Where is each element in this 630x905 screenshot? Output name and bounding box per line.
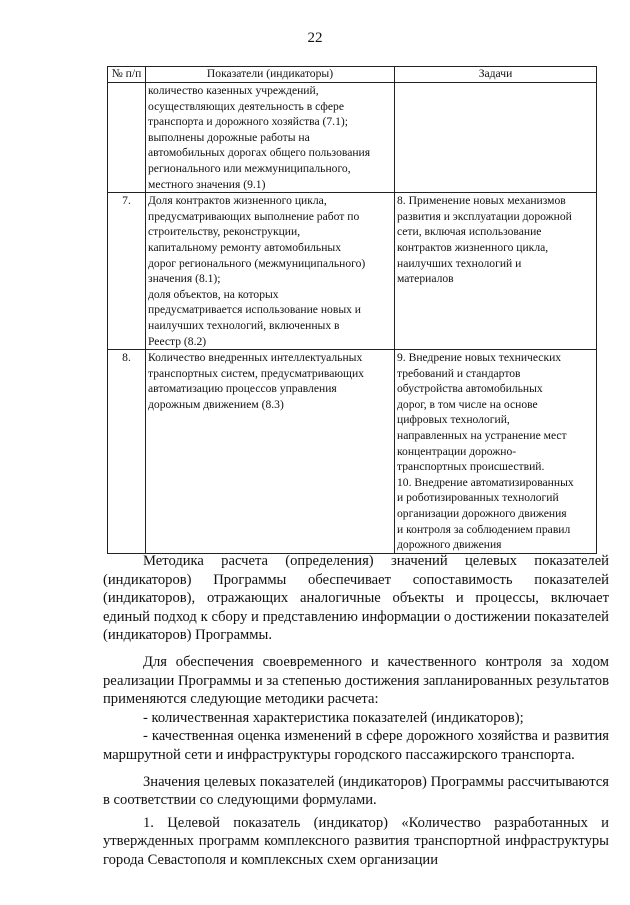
indicators-table xyxy=(107,66,597,554)
paragraph-control: Для обеспечения своевременного и качественного контроля за ходом реализации Программы и за степенью достижения запланированных результатов применяются следующие методики расчета: xyxy=(103,653,609,708)
indicators-text: Доля контрактов жизненного цикла, предусматривающих выполнение работ по строительству, реконструкции, капитальному ремонту автомобильных дорог регионального (межмуниципального) значения (8.1); доля объектов, на которых предусматривается использование новых и наилучших технологий, включенных в Реестр (8.2) xyxy=(148,194,366,348)
row-number xyxy=(108,83,146,193)
tasks-text: 9. Внедрение новых технических требований и стандартов обустройства автомобильных дорог, в том числе на основе цифровых технологий, направленных на устранение мест концентрации дорожно- транспортных происшествий. 10. Внедрение автоматизированных и роботизированных технологий организации дорожного движения и контроля за соблюдением правил дорожного движения xyxy=(397,351,574,552)
table-row xyxy=(108,83,597,193)
row-tasks xyxy=(395,83,597,193)
row-tasks xyxy=(395,350,597,554)
paragraph-methodology: Методика расчета (определения) значений целевых показателей (индикаторов) Программы обеспечивает сопоставимость показателей (индикаторов), отражающих аналогичные объекты и процессы, включает единый подход к сбору и представлению информации о достижении показателей (индикаторов) Программы. xyxy=(103,553,609,644)
row-indicators xyxy=(146,83,395,193)
indicators-text: количество казенных учреждений, осуществляющих деятельность в сфере транспорта и дорожного хозяйства (7.1); выполнены дорожные работы на автомобильных дорогах общего пользования регионального или межмуниципального, местного значения (9.1) xyxy=(148,84,371,191)
paragraph-formulas: Значения целевых показателей (индикаторов) Программы рассчитываются в соответствии со следующими формулами. xyxy=(103,773,609,809)
header-indicators: Показатели (индикаторы) xyxy=(146,67,395,83)
header-tasks: Задачи xyxy=(395,67,597,83)
table-row xyxy=(108,193,597,350)
paragraph-method-qualitative: - качественная оценка изменений в сфере дорожного хозяйства и развития маршрутной сети и инфраструктуры городского пассажирского транспорта. xyxy=(103,728,609,763)
paragraph-indicator-1: 1. Целевой показатель (индикатор) «Количество разработанных и утвержденных программ комплексного развития транспортной инфраструктуры города Севастополя и комплексных схем организации xyxy=(103,814,609,868)
row-indicators xyxy=(146,350,395,554)
table-row xyxy=(108,350,597,554)
indicators-text: Количество внедренных интеллектуальных транспортных систем, предусматривающих автоматизацию процессов управления дорожным движением (8.3) xyxy=(148,351,364,411)
table-header-row xyxy=(108,67,597,83)
row-tasks xyxy=(395,193,597,350)
row-number: 8. xyxy=(108,350,146,554)
tasks-text: 8. Применение новых механизмов развития и эксплуатации дорожной сети, включая использование контрактов жизненного цикла, наилучших технологий и материалов xyxy=(397,194,572,286)
header-number: № п/п xyxy=(108,67,146,83)
row-indicators xyxy=(146,193,395,350)
body-text xyxy=(103,552,609,870)
page-number: 22 xyxy=(307,30,323,46)
row-number: 7. xyxy=(108,193,146,350)
paragraph-method-quantitative: - количественная характеристика показателей (индикаторов); xyxy=(143,709,524,726)
